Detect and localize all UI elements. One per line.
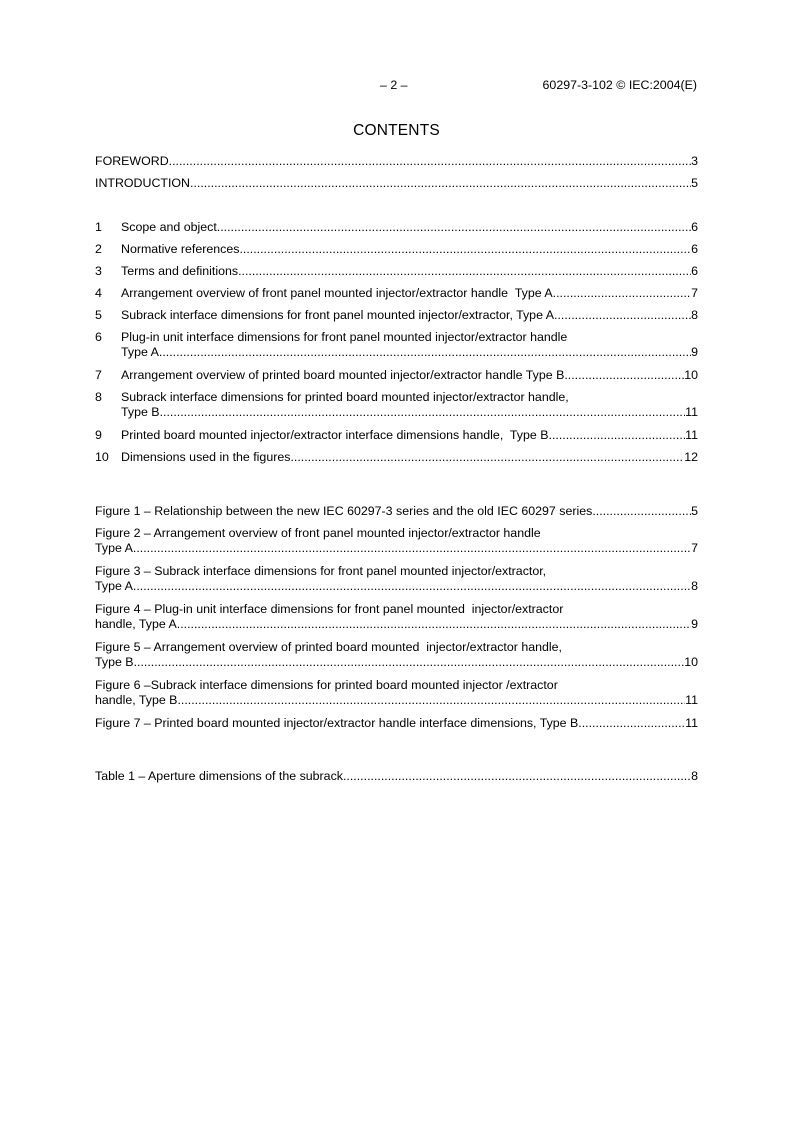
dot-leader <box>177 693 685 708</box>
toc-entry-label: Dimensions used in the figures <box>121 450 291 464</box>
toc-entry-page: 3 <box>691 154 698 168</box>
toc-entry-page: 7 <box>691 286 698 300</box>
toc-entry-page: 6 <box>691 242 698 256</box>
document-reference: 60297-3-102 © IEC:2004(E) <box>542 78 697 92</box>
toc-entry-page: 8 <box>691 769 698 783</box>
toc-entry-page: 8 <box>691 579 698 593</box>
clause-number: 4 <box>95 286 102 300</box>
toc-entry-label-continued: Type A <box>121 345 159 359</box>
toc-entry-label-continued: handle, Type B <box>95 693 178 707</box>
dot-leader <box>177 617 691 632</box>
toc-entry-page: 7 <box>691 541 698 555</box>
toc-entry-label: Figure 7 – Printed board mounted injector/extractor handle interface dimensions, Type B <box>95 716 579 730</box>
toc-entry-label-continued: Type B <box>121 405 160 419</box>
toc-entry-label: Plug-in unit interface dimensions for front panel mounted injector/extractor handle <box>121 330 568 344</box>
toc-entry-page: 9 <box>691 345 698 359</box>
toc-clause-2[interactable] <box>95 242 698 264</box>
toc-entry-label-continued: handle, Type A <box>95 617 177 631</box>
toc-figure-4[interactable] <box>95 602 698 640</box>
dot-leader <box>238 264 691 279</box>
toc-entry-page: 12 <box>684 450 698 464</box>
toc-entry-label: Table 1 – Aperture dimensions of the subrack <box>95 769 343 783</box>
toc-figure-5[interactable] <box>95 640 698 678</box>
toc-figure-1[interactable] <box>95 504 698 526</box>
dot-leader <box>160 405 686 420</box>
toc-entry-foreword[interactable] <box>95 154 698 176</box>
toc-entry-label: Figure 3 – Subrack interface dimensions for front panel mounted injector/extractor, <box>95 564 547 578</box>
clause-number: 5 <box>95 308 102 322</box>
toc-entry-page: 9 <box>691 617 698 631</box>
toc-entry-label: Subrack interface dimensions for front panel mounted injector/extractor, Type A <box>121 308 554 322</box>
dot-leader <box>554 308 691 323</box>
toc-entry-label: Arrangement overview of printed board mounted injector/extractor handle Type B <box>121 368 565 382</box>
dot-leader <box>169 154 691 169</box>
toc-entry-label: INTRODUCTION <box>95 176 190 190</box>
toc-entry-label-continued: Type A <box>95 541 133 555</box>
dot-leader <box>549 428 686 443</box>
toc-clause-10[interactable] <box>95 450 698 472</box>
toc-entry-page: 10 <box>684 655 698 669</box>
dot-leader <box>343 769 691 784</box>
dot-leader <box>190 176 691 191</box>
toc-entry-introduction[interactable] <box>95 176 698 198</box>
toc-figures <box>95 504 698 738</box>
dot-leader <box>217 220 691 235</box>
toc-clause-3[interactable] <box>95 264 698 286</box>
dot-leader <box>564 368 684 383</box>
toc-entry-page: 8 <box>691 308 698 322</box>
toc-table-1[interactable] <box>95 769 698 791</box>
dot-leader <box>133 541 691 556</box>
toc-entry-label: Terms and definitions <box>121 264 239 278</box>
toc-tables <box>95 769 698 791</box>
dot-leader <box>159 345 691 360</box>
toc-clause-1[interactable] <box>95 220 698 242</box>
page-number: – 2 – <box>380 78 408 92</box>
page-header <box>0 78 793 94</box>
clause-number: 2 <box>95 242 102 256</box>
toc-entry-label-continued: Type A <box>95 579 133 593</box>
toc-clause-4[interactable] <box>95 286 698 308</box>
toc-entry-page: 6 <box>691 264 698 278</box>
toc-clauses <box>95 220 698 472</box>
toc-entry-label: Figure 5 – Arrangement overview of printed board mounted injector/extractor handle, <box>95 640 562 654</box>
clause-number: 10 <box>95 450 109 464</box>
dot-leader <box>592 504 691 519</box>
clause-number: 6 <box>95 330 102 344</box>
clause-number: 8 <box>95 390 102 404</box>
dot-leader <box>290 450 684 465</box>
toc-entry-label: Printed board mounted injector/extractor interface dimensions handle, Type B <box>121 428 549 442</box>
toc-clause-5[interactable] <box>95 308 698 330</box>
toc-entry-page: 11 <box>685 693 698 707</box>
toc-entry-page: 11 <box>685 428 698 442</box>
clause-number: 3 <box>95 264 102 278</box>
toc-entry-label: Arrangement overview of front panel mounted injector/extractor handle Type A <box>121 286 553 300</box>
clause-number: 9 <box>95 428 102 442</box>
toc-entry-page: 10 <box>684 368 698 382</box>
toc-entry-page: 5 <box>691 176 698 190</box>
toc-entry-label: FOREWORD <box>95 154 169 168</box>
toc-entry-page: 11 <box>685 716 698 730</box>
dot-leader <box>553 286 691 301</box>
toc-figure-6[interactable] <box>95 678 698 716</box>
toc-figure-7[interactable] <box>95 716 698 738</box>
clause-number: 7 <box>95 368 102 382</box>
toc-figure-2[interactable] <box>95 526 698 564</box>
toc-entry-label: Figure 2 – Arrangement overview of front panel mounted injector/extractor handle <box>95 526 541 540</box>
toc-entry-label: Scope and object <box>121 220 217 234</box>
toc-entry-label: Normative references <box>121 242 240 256</box>
toc-clause-6[interactable] <box>95 330 698 368</box>
toc-entry-label: Figure 4 – Plug-in unit interface dimensions for front panel mounted injector/extractor <box>95 602 564 616</box>
toc-clause-9[interactable] <box>95 428 698 450</box>
toc-entry-label: Figure 1 – Relationship between the new IEC 60297-3 series and the old IEC 60297 series <box>95 504 593 518</box>
toc-entry-page: 11 <box>685 405 698 419</box>
toc-entry-page: 6 <box>691 220 698 234</box>
toc-clause-7[interactable] <box>95 368 698 390</box>
toc-entry-page: 5 <box>691 504 698 518</box>
toc-entry-label: Subrack interface dimensions for printed board mounted injector/extractor handle, <box>121 390 569 404</box>
toc-front-matter <box>95 154 698 198</box>
toc-entry-label-continued: Type B <box>95 655 134 669</box>
toc-clause-8[interactable] <box>95 390 698 428</box>
toc-entry-label: Figure 6 –Subrack interface dimensions for printed board mounted injector /extractor <box>95 678 558 692</box>
dot-leader <box>134 655 685 670</box>
dot-leader <box>239 242 691 257</box>
clause-number: 1 <box>95 220 102 234</box>
toc-figure-3[interactable] <box>95 564 698 602</box>
page-title: CONTENTS <box>353 122 440 139</box>
dot-leader <box>578 716 685 731</box>
dot-leader <box>133 579 691 594</box>
